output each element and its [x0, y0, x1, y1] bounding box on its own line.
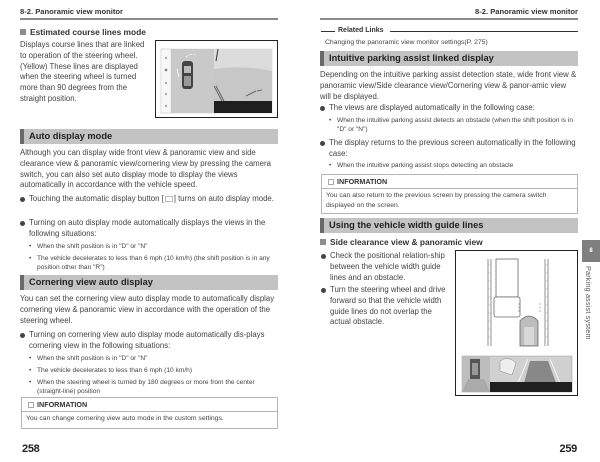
page-number: 258 [22, 443, 40, 455]
side-clearance-figure [455, 250, 578, 396]
width-guide-section-title: Using the vehicle width guide lines [320, 218, 578, 233]
related-links-label: Related Links [338, 27, 384, 34]
square-bullet-icon [20, 29, 26, 35]
information-title: INFORMATION [322, 175, 577, 189]
ipa-section-title: Intuitive parking assist linked display [320, 51, 578, 66]
related-links-rule [390, 31, 578, 32]
header-rule [20, 18, 278, 20]
information-box [321, 174, 578, 214]
auto-display-section-title: Auto display mode [20, 129, 278, 144]
side-clearance-illustration [456, 251, 577, 395]
related-link[interactable]: Changing the panoramic view monitor settings(P. 275) [325, 39, 488, 46]
estimated-course-heading: Estimated course lines mode [20, 27, 146, 37]
information-icon [28, 402, 34, 408]
information-icon [328, 179, 334, 185]
cornering-sub-bullet: • The vehicle decelerates to less than 6 mph (10 km/h) [29, 366, 278, 375]
auto-display-sub-bullet: • When the shift position is in "D" or "N" [29, 242, 278, 251]
right-page [300, 0, 600, 462]
cornering-sub-bullet: • When the steering wheel is turned by 180 degrees or more from the center (straight-line) position [29, 378, 278, 396]
width-guide-bullet-2: Turn the steering wheel and drive forward so that the vehicle width guide lines do not overlap the actual obstacle. [321, 285, 449, 328]
cornering-sub-bullet: • When the shift position is in "D" or "N" [29, 354, 278, 363]
width-guide-bullet-1: Check the positional relation-ship between the vehicle width guide lines and an obstacle. [321, 251, 449, 283]
page-header: 8-2. Panoramic view monitor [475, 7, 578, 16]
cornering-body: You can set the cornering view auto display mode to automatically display cornering view & panoramic view in accordance with the operation of the steering wheel. [20, 294, 275, 325]
chapter-tab[interactable]: 8 [582, 240, 600, 262]
information-box [21, 397, 278, 429]
cornering-section-title: Cornering view auto display [20, 275, 278, 290]
information-body: You can change cornering view auto mode in the custom settings. [26, 415, 224, 422]
square-bullet-icon [320, 239, 326, 245]
ipa-sub-bullet: • When the intuitive parking assist stops detecting an obstacle [329, 161, 578, 170]
information-title: INFORMATION [22, 398, 277, 412]
auto-display-bullet-2: Turning on auto display mode automatically displays the views in the following situations: [20, 218, 278, 240]
course-lines-figure [155, 40, 278, 118]
auto-display-bullet-1: Touching the automatic display button [ ] turns on auto display mode. [20, 194, 278, 205]
page-number: 259 [559, 443, 577, 455]
related-links-rule [321, 31, 335, 32]
auto-display-button-icon [165, 196, 173, 202]
estimated-course-body: Displays course lines that are linked to operation of the steering wheel. (Yellow) These lines are displayed when the steering wheel is turned more than 90 degrees from the straight position. [20, 40, 145, 103]
page-header: 8-2. Panoramic view monitor [20, 7, 123, 16]
ipa-body: Depending on the intuitive parking assist detection state, wide front view & panoramic view/Side clearance view/Cornering view & panor-amic view will be displayed. [320, 70, 577, 101]
chapter-tab-label: Parking assist system [584, 266, 593, 340]
side-clearance-heading: Side clearance view & panoramic view [320, 237, 483, 247]
course-lines-illustration [156, 41, 277, 117]
ipa-sub-bullet: • When the intuitive parking assist detects an obstacle (when the shift position is in "D" or "N") [329, 116, 578, 134]
ipa-bullet-2: The display returns to the previous screen automatically in the following case: [320, 138, 578, 160]
auto-display-sub-bullet: • The vehicle decelerates to less than 6 mph (10 km/h) (the shift position is in any position other than "R") [29, 254, 278, 272]
auto-display-body: Although you can display wide front view & panoramic view and side clearance view & panoramic view/cornering view by pressing the camera switch, you can also set auto display mode to display the views automatically in accordance with the vehicle speed. [20, 148, 271, 190]
ipa-bullet-1: The views are displayed automatically in the following case: [320, 103, 578, 114]
cornering-bullet: Turning on cornering view auto display mode automatically dis-plays cornering view in the following situations: [20, 330, 278, 352]
information-body: You can also return to the previous screen by pressing the camera switch displayed on the screen. [326, 192, 547, 209]
header-rule [320, 18, 578, 20]
